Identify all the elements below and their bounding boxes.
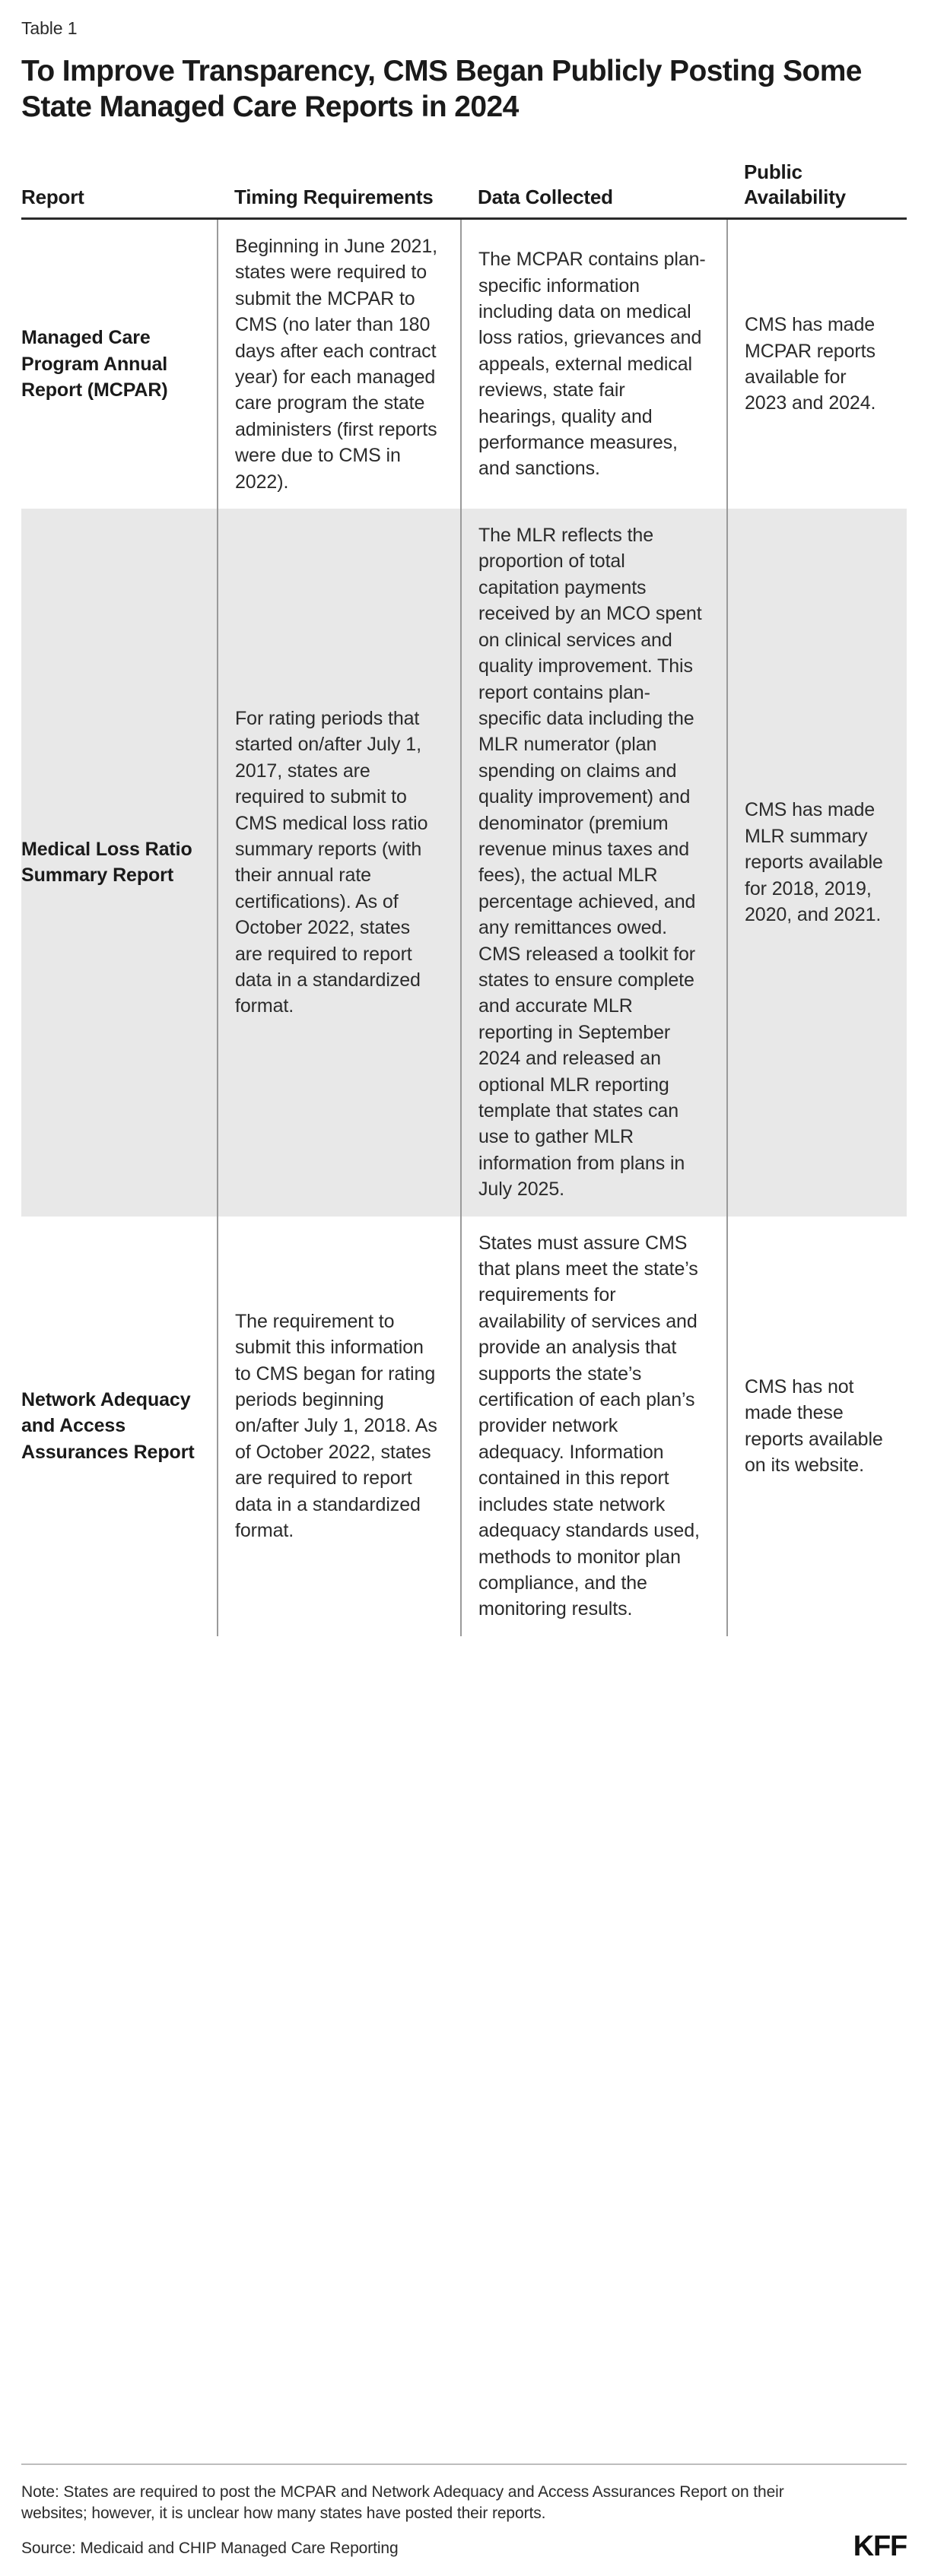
cell-data-collected: States must assure CMS that plans meet the state’s requirements for availability of services and provide an analysis that supports the state’s certification of each plan’s provider network adequacy. Information contained in this report includes state network adequacy standards used, methods to monitor plan compliance, and the monitoring results. — [461, 1217, 727, 1636]
cell-data-collected: The MLR reflects the proportion of total capitation payments received by an MCO spent on clinical services and quality improvement. This report contains plan-specific data including the MLR numerator (plan spending on claims and quality improvement) and denominator (premium revenue minus taxes and fees), the actual MLR percentage achieved, and any remittances owed. CMS released a toolkit for states to ensure complete and accurate MLR reporting in September 2024 and released an optional MLR reporting template that states can use to gather MLR information from plans in July 2025. — [461, 509, 727, 1217]
table-row — [21, 219, 907, 509]
column-header-timing-requirements: Timing Requirements — [218, 160, 461, 219]
cell-public-availability: CMS has not made these reports available on its website. — [727, 1217, 907, 1636]
table-header-row — [21, 160, 907, 219]
table-row — [21, 1217, 907, 1636]
table-body — [21, 219, 907, 1636]
kff-logo: KFF — [853, 2530, 907, 2562]
table-footer — [21, 2463, 907, 2562]
table-number-label: Table 1 — [21, 18, 78, 38]
cell-timing-requirements: The requirement to submit this information to CMS began for rating periods beginning on/after July 1, 2018. As of October 2022, states are required to report data in a standardized format. — [218, 1217, 461, 1636]
cell-public-availability: CMS has made MLR summary reports available for 2018, 2019, 2020, and 2021. — [727, 509, 907, 1217]
column-header-data-collected: Data Collected — [461, 160, 727, 219]
cell-report-name: Network Adequacy and Access Assurances Report — [21, 1389, 195, 1463]
cell-timing-requirements: Beginning in June 2021, states were required to submit the MCPAR to CMS (no later than 180 days after each contract year) for each managed care program the state administers (first reports were due to CMS in 2022). — [218, 219, 461, 509]
footnote-note: Note: States are required to post the MCPAR and Network Adequacy and Access Assurances Report on their websites; however, it is unclear how many states have posted their reports. — [21, 2483, 784, 2522]
cell-report-name: Medical Loss Ratio Summary Report — [21, 509, 218, 1217]
cell-timing-requirements: For rating periods that started on/after July 1, 2017, states are required to submit to CMS medical loss ratio summary reports (with their annual rate certifications). As of October 2022, states are required to report data in a standardized format. — [218, 509, 461, 1217]
page-title: To Improve Transparency, CMS Began Publicly Posting Some State Managed Care Reports in 2024 — [21, 55, 862, 123]
table-row — [21, 509, 907, 1217]
footnote-source: Source: Medicaid and CHIP Managed Care Reporting — [21, 2540, 399, 2557]
column-header-public-availability: Public Availability — [727, 160, 907, 219]
cell-public-availability: CMS has made MCPAR reports available for 2023 and 2024. — [727, 219, 907, 509]
table-header — [21, 160, 907, 219]
cell-data-collected: The MCPAR contains plan-specific information including data on medical loss ratios, grievances and appeals, external medical reviews, state fair hearings, quality and performance measures, and sanctions. — [461, 219, 727, 509]
footer-divider — [21, 2463, 907, 2465]
source-row — [21, 2530, 907, 2562]
managed-care-reports-table — [21, 160, 907, 1636]
cell-report-name: Managed Care Program Annual Report (MCPAR) — [21, 327, 168, 401]
column-header-report: Report — [21, 160, 218, 219]
